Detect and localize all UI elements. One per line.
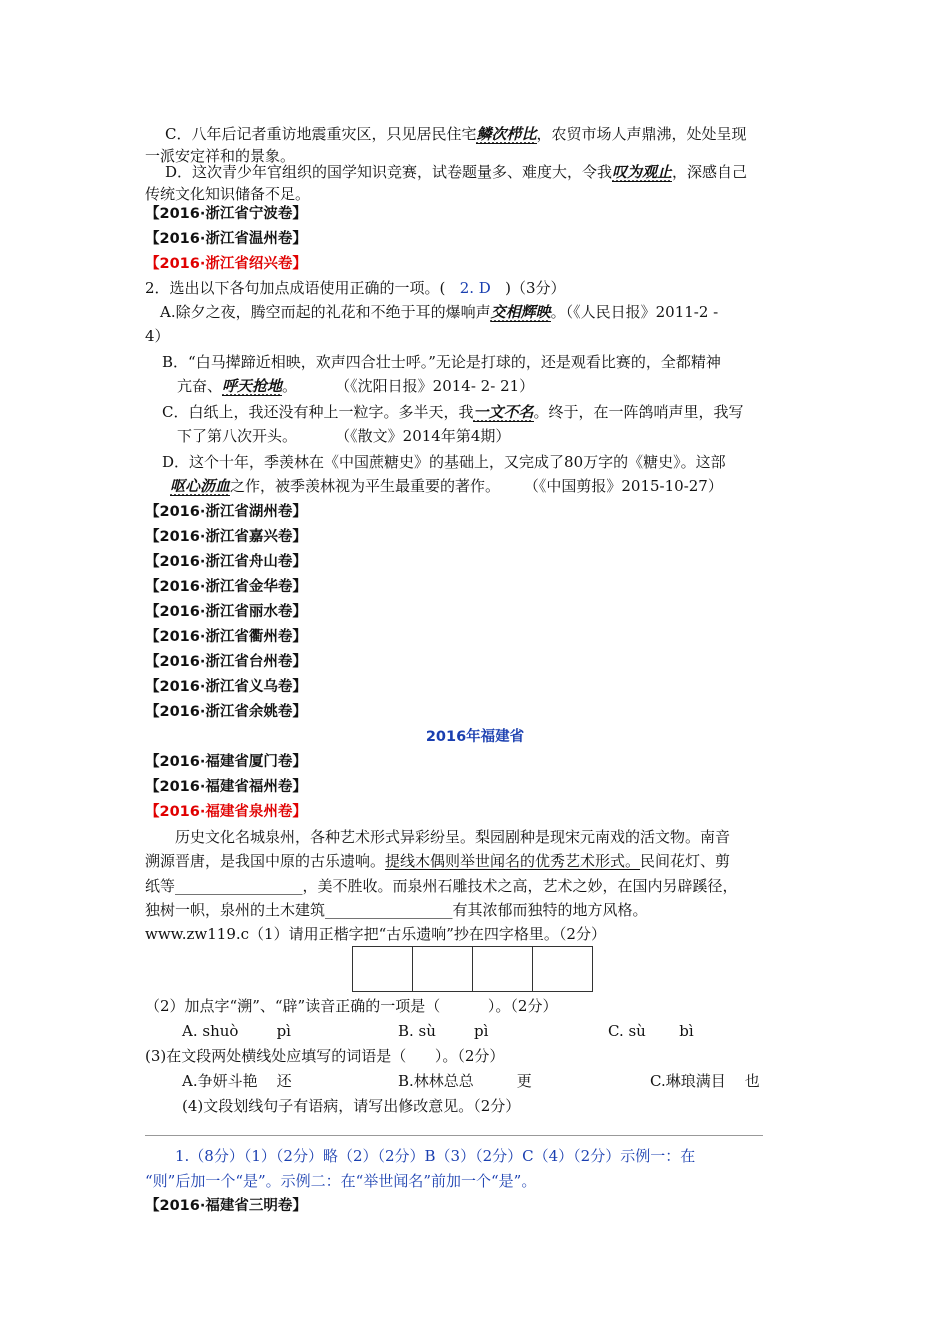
section-header-yiwu: 【2016·浙江省义乌卷】 — [145, 679, 307, 695]
blank-line: _________________ — [175, 877, 303, 895]
answer-line2: “则”后加一个“是”。示例二：在“举世闻名”前加一个“是”。 — [145, 1172, 537, 1190]
q2-option-a-line1 — [160, 302, 718, 322]
subquestion-2: （2）加点字“溯”、“辟”读音正确的一项是（ ）。（2分） — [145, 997, 558, 1015]
idiom-marked: 交相辉映 — [490, 303, 551, 321]
q2-option-d-line1: D．这个十年，季羡林在《中国蔗糖史》的基础上，又完成了80万字的《糖史》。这部 — [162, 453, 726, 471]
option-text: 。（《人民日报》2011-2 - — [550, 303, 719, 321]
idiom-marked: 一文不名 — [473, 403, 534, 421]
passage-text: 溯源晋唐，是我国中原的古乐遗响。 — [145, 852, 386, 870]
section-header-zhoushan: 【2016·浙江省舟山卷】 — [145, 554, 307, 570]
option-text: 。终于，在一阵鸽哨声里，我写 — [533, 403, 744, 421]
grid-cell[interactable] — [533, 947, 592, 991]
sq3-option-c: C.琳琅满目 也 — [650, 1072, 760, 1090]
divider — [145, 1135, 763, 1136]
sq2-option-a: A. shuò pì — [182, 1022, 291, 1040]
option-d-line2: 传统文化知识储备不足。 — [145, 185, 311, 203]
section-header-jiaxing: 【2016·浙江省嘉兴卷】 — [145, 529, 307, 545]
subquestion-3: (3)在文段两处横线处应填写的词语是（ ）。（2分） — [145, 1047, 505, 1065]
section-title: 2016年福建省 — [425, 729, 525, 745]
q2-option-c-line1 — [162, 402, 744, 422]
section-header-taizhou: 【2016·浙江省台州卷】 — [145, 654, 307, 670]
section-header-quanzhou: 【2016·福建省泉州卷】 — [145, 804, 307, 820]
sq2-option-c: C. sù bì — [608, 1022, 694, 1040]
idiom-marked: 鳞次栉比 — [476, 125, 537, 143]
option-text: 。 （《沈阳日报》2014- 2- 21） — [282, 377, 535, 395]
section-header-wenzhou: 【2016·浙江省温州卷】 — [145, 231, 307, 247]
subquestion-1: www.zw119.c（1）请用正楷字把“古乐遗响”抄在四字格里。（2分） — [145, 925, 606, 943]
option-text: 之作，被季羡林视为平生最重要的著作。 （《中国剪报》2015-10-27） — [230, 477, 723, 495]
q2-option-b-line2 — [177, 376, 534, 396]
answer-text: 2. D — [459, 279, 491, 297]
option-text: D．这次青少年官组织的国学知识竞赛，试卷题量多、难度大，令我 — [165, 163, 613, 181]
section-header-lishui: 【2016·浙江省丽水卷】 — [145, 604, 307, 620]
section-header-huzhou: 【2016·浙江省湖州卷】 — [145, 504, 307, 520]
grid-cell[interactable] — [353, 947, 413, 991]
q2-option-d-line2 — [170, 476, 723, 496]
passage-text: 民间花灯、剪 — [640, 852, 731, 870]
passage-line2 — [145, 851, 730, 871]
idiom-marked: 叹为观止 — [612, 163, 673, 181]
passage-line1: 历史文化名城泉州，各种艺术形式异彩纷呈。梨园剧种是现宋元南戏的活文物。南音 — [175, 828, 731, 846]
option-d-line1 — [165, 162, 747, 182]
question-text: )（3分） — [505, 279, 566, 297]
q2-option-a-line2: 4） — [145, 327, 170, 345]
section-header-xiamen: 【2016·福建省厦门卷】 — [145, 754, 307, 770]
passage-line4 — [145, 900, 648, 920]
option-text: ，农贸市场人声鼎沸，处处呈现 — [536, 125, 747, 143]
option-text: ，深感自己 — [672, 163, 748, 181]
q2-option-b-line1: B．“白马撵蹄近相映，欢声四合壮士呼。”无论是打球的，还是观看比赛的，全都精神 — [162, 353, 721, 371]
section-header-quzhou: 【2016·浙江省衢州卷】 — [145, 629, 307, 645]
section-header-shaoxing: 【2016·浙江省绍兴卷】 — [145, 256, 307, 272]
passage-text: 独树一帜，泉州的土木建筑 — [145, 901, 326, 919]
passage-text: ，美不胜收。而泉州石雕技术之高，艺术之妙，在国内另辟蹊径， — [302, 877, 738, 895]
question-2-stem — [145, 278, 566, 298]
blank-line: _________________ — [325, 901, 453, 919]
section-header-ningbo: 【2016·浙江省宁波卷】 — [145, 206, 307, 222]
underlined-sentence: 提线木偶则举世闻名的优秀艺术形式。 — [385, 852, 641, 870]
sq2-option-b: B. sù pì — [398, 1022, 489, 1040]
option-text: A.除夕之夜，腾空而起的礼花和不绝于耳的爆响声 — [160, 303, 491, 321]
passage-text: 有其浓郁而独特的地方风格。 — [452, 901, 648, 919]
section-header-yuyao: 【2016·浙江省余姚卷】 — [145, 704, 307, 720]
grid-cell[interactable] — [413, 947, 473, 991]
option-text: C．白纸上，我还没有种上一粒字。多半天，我 — [162, 403, 474, 421]
option-text: 亢奋、 — [177, 377, 223, 395]
subquestion-4: (4)文段划线句子有语病，请写出修改意见。（2分） — [182, 1097, 521, 1115]
option-c-line2: 一派安定祥和的景象。 — [145, 147, 296, 165]
answer-line1: 1.（8分）（1）（2分）略（2）（2分）B（3）（2分）C（4）（2分）示例一：在 — [175, 1147, 696, 1165]
passage-line3 — [145, 876, 738, 896]
grid-cell[interactable] — [473, 947, 533, 991]
section-header-fuzhou: 【2016·福建省福州卷】 — [145, 779, 307, 795]
passage-text: 纸等 — [145, 877, 176, 895]
sq3-option-a: A.争妍斗艳 还 — [182, 1072, 292, 1090]
four-character-grid[interactable] — [352, 946, 593, 992]
idiom-marked: 呕心沥血 — [170, 477, 231, 495]
question-text: 2．选出以下各句加点成语使用正确的一项。( — [145, 279, 446, 297]
idiom-marked: 呼天抢地 — [222, 377, 283, 395]
q2-option-c-line2: 下了第八次开头。 （《散文》2014年第4期） — [177, 427, 511, 445]
section-header-sanming: 【2016·福建省三明卷】 — [145, 1198, 307, 1214]
option-c-line1 — [165, 124, 747, 144]
section-header-jinhua: 【2016·浙江省金华卷】 — [145, 579, 307, 595]
sq3-option-b: B.林林总总 更 — [398, 1072, 532, 1090]
option-text: C．八年后记者重访地震重灾区，只见居民住宅 — [165, 125, 477, 143]
